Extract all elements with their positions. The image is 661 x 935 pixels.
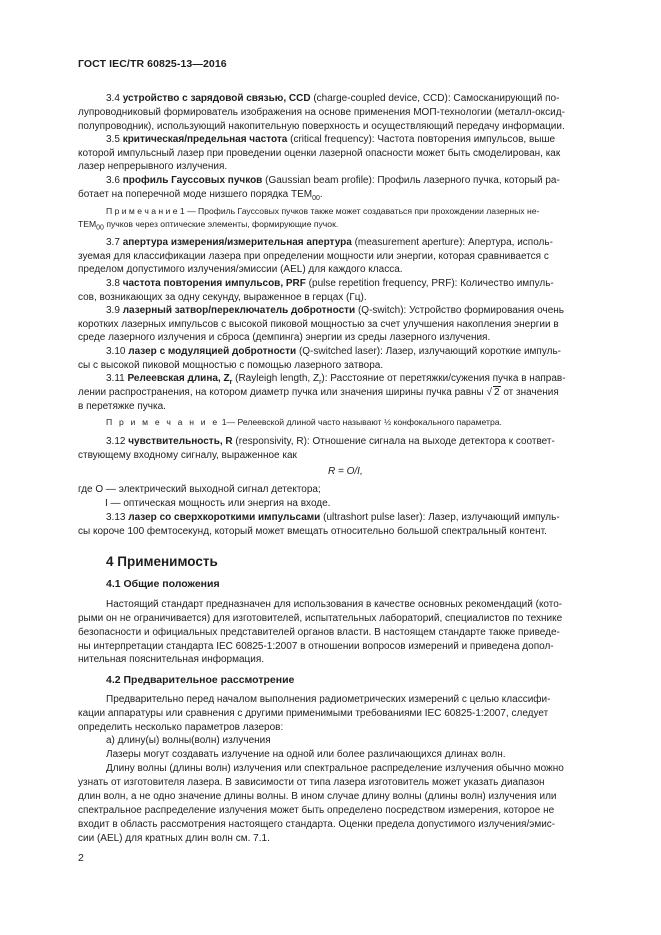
text-line: лении распространения, на котором диаметр пучка или значения ширины пучка равны √ 2 от значения bbox=[78, 387, 559, 398]
text-line: лазер непрерывного излучения. bbox=[78, 161, 228, 172]
term-3-10: 3.10 лазер с модуляцией добротности (Q-switched laser): Лазер, излучающий короткие импуль- bbox=[106, 346, 561, 357]
term-3-11: 3.11 Релеевская длина, $Z_r$ (Rayleigh length, $Z_r$): Расстояние от перетяжки/сужения пучка в направ- bbox=[106, 373, 566, 386]
term-3-12: 3.12 чувствительность, R (responsivity, R): Отношение сигнала на выходе детектора к соответ- bbox=[106, 436, 555, 447]
text-line: спектральное распределение излучения может быть определено посредством измерения, которое не bbox=[78, 805, 555, 816]
term-3-9: 3.9 лазерный затвор/переключатель добротности (Q-switch): Устройство формирования очень bbox=[106, 305, 565, 316]
term-3-13: 3.13 лазер со сверхкороткими импульсами (ultrashort pulse laser): Лазер, излучающий импуль- bbox=[106, 512, 560, 523]
term-3-4: 3.4 устройство с зарядовой связью, CCD (charge-coupled device, CCD): Самосканирующий по- bbox=[106, 93, 560, 104]
formula: R = O/I, bbox=[328, 466, 363, 477]
text-line: кации аппаратуры или сравнения с другими применимыми требованиями IEC 60825-1:2007, следует bbox=[78, 708, 549, 719]
text-line: рыми он не ограничивается) для изготовителей, испытательных лабораторий, специалистов по технике bbox=[78, 613, 563, 624]
text-line: лупроводниковый формирователь изображения на основе применения МОП-технологии (металл-оксид- bbox=[78, 107, 565, 118]
subsection-heading: 4.1 Общие положения bbox=[106, 578, 220, 590]
text-line: определить несколько параметров лазеров: bbox=[78, 722, 284, 733]
text-line: Настоящий стандарт предназначен для использования в качестве основных рекомендаций (кото- bbox=[106, 599, 563, 610]
list-item: a) длину(ы) волны(волн) излучения bbox=[106, 735, 271, 746]
text-line: пределом допустимого излучения/эмиссии (AEL) для каждого класса. bbox=[78, 264, 403, 275]
text-line: полупроводник), использующий накопительную поверхность и осуществляющий передачу информации. bbox=[78, 121, 565, 132]
text-line: сов, возникающих за одну секунду, выраженное в герцах (Гц). bbox=[78, 292, 367, 303]
text-line: сы короче 100 фемтосекунд, который может вмещать относительно большой спектральный контент. bbox=[78, 526, 547, 537]
text-line: длин волн, а не одно значение длины волны. В ином случае длину волны (длины волн) излучения или bbox=[78, 791, 557, 802]
text-line: нительная пояснительная информация. bbox=[78, 654, 265, 665]
text-line: ны интерпретации стандарта IEC 60825-1:2007 в отношении вопросов измерений и приведена допол- bbox=[78, 641, 554, 652]
term-3-5: 3.5 критическая/предельная частота (critical frequency): Частота повторения импульсов, выше bbox=[106, 134, 556, 145]
term-3-6: 3.6 профиль Гауссовых пучков (Gaussian beam profile): Профиль лазерного пучка, который ра- bbox=[106, 175, 560, 186]
term-3-8: 3.8 частота повторения импульсов, PRF (pulse repetition frequency, PRF): Количество импуль- bbox=[106, 278, 554, 289]
text-line: безопасности и официальных представителей органов власти. В настоящем стандарте также приведе- bbox=[78, 627, 560, 638]
text-line: коротких лазерных импульсов с высокой пиковой мощностью за счет улучшения накопления энергии в bbox=[78, 319, 559, 330]
text-line: где O — электрический выходной сигнал детектора; bbox=[78, 484, 321, 495]
subsection-heading: 4.2 Предварительное рассмотрение bbox=[106, 674, 295, 686]
note-3-11: П р и м е ч а н и е 1— Релеевской длиной часто называют ½ конфокального параметра. bbox=[106, 417, 502, 427]
text-line: среде лазерного излучения и сброса (демпинга) энергии из среды лазерного излучения. bbox=[78, 332, 491, 343]
text-line: сии (AEL) для кратных длин волн см. 7.1. bbox=[78, 833, 270, 844]
text-line: ствующему входному сигналу, выраженное как bbox=[78, 450, 297, 461]
text-line: Предварительно перед началом выполнения радиометрических измерений с целью классифи- bbox=[106, 694, 551, 705]
section-heading: 4 Применимость bbox=[106, 554, 218, 569]
text-line: узнать от изготовителя лазера. В зависимости от типа лазера изготовитель может указать диапазон bbox=[78, 777, 545, 788]
note-3-6: П р и м е ч а н и е 1 — Профиль Гауссовых пучков также может создаваться при прохождении лазерных не- bbox=[106, 206, 540, 216]
text-line: в перетяжке пучка. bbox=[78, 401, 166, 412]
text-line: Лазеры могут создавать излучение на одной или более различающихся длинах волн. bbox=[106, 749, 506, 760]
text-line: зуемая для классификации лазера при определении мощности или энергии, которая сравнивается с bbox=[78, 251, 549, 262]
document-header: ГОСТ IEC/TR 60825-13—2016 bbox=[78, 58, 227, 70]
note-line: $TEM_{00}$ пучков через оптические элементы, формирующие пучок. bbox=[78, 219, 339, 232]
term-3-7: 3.7 апертура измерения/измерительная апертура (measurement aperture): Апертура, исполь- bbox=[106, 237, 553, 248]
sqrt-symbol: √ 2 bbox=[486, 387, 500, 398]
page-number: 2 bbox=[78, 852, 84, 864]
text-line: сы с высокой пиковой мощностью с помощью лазерного затвора. bbox=[78, 360, 384, 371]
text-line: которой импульсный лазер при проведении оценки лазерной опасности может быть смоделирован, как bbox=[78, 148, 561, 159]
text-line: Длину волны (длины волн) излучения или спектральное распределение излучения обычно можно bbox=[106, 763, 564, 774]
text-line: I — оптическая мощность или энергия на входе. bbox=[105, 498, 331, 509]
text-line: входит в область рассмотрения настоящего стандарта. Оценки предела допустимого излучения/эмис- bbox=[78, 819, 556, 830]
text-line: ботает на поперечной моде низшего порядка $TEM_{00}$. bbox=[78, 189, 323, 202]
